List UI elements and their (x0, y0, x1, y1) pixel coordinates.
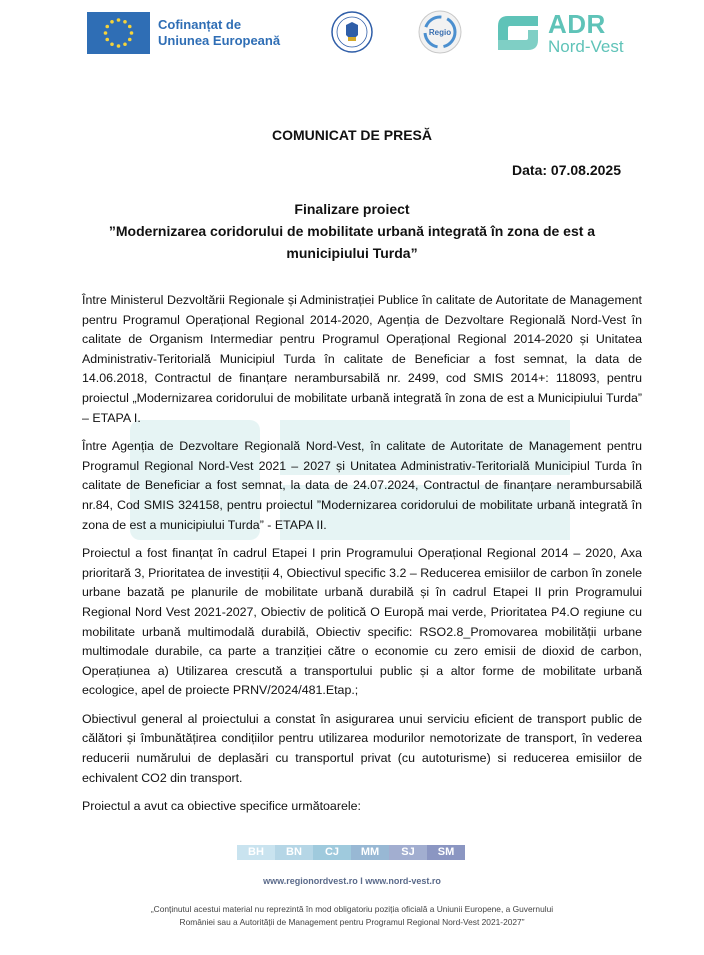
eu-star (128, 38, 132, 42)
eu-flag-icon (87, 12, 150, 54)
eu-logo (87, 12, 280, 54)
project-title-line1: Finalizare proiect (294, 201, 410, 217)
paragraph: Între Agenția de Dezvoltare Regională Nord-Vest, în calitate de Autoritate de Management pentru Programul Regional Nord-Vest 2021 – 2027 și Unitatea Administrativ-Teritorială Municipiul Turda în calitate de Beneficiar a fost semnat, la data de 24.07.2024, Contractul de finanțare nerambursabilă nr.84, Cod SMIS 324158, pentru proiectul ”Modernizarea coridorului de mobilitate urbană integrată în zona de est a municipiului Turda” - ETAPA II. (82, 439, 642, 532)
footer-website-links[interactable]: www.regionordvest.ro I www.nord-vest.ro (263, 876, 441, 886)
project-title-line2: ”Modernizarea coridorului de mobilitate urbană integrată în zona de est a (108, 223, 596, 239)
county-tab-bn: BN (275, 845, 313, 860)
county-tab-sj: SJ (389, 845, 427, 860)
eu-logo-text-line1: Cofinanțat de (158, 17, 242, 32)
adr-logo-text-line2: Nord-Vest (548, 37, 624, 56)
eu-star (104, 31, 108, 35)
eu-star (105, 38, 109, 42)
county-tab-cj: CJ (313, 845, 351, 860)
eu-star (110, 42, 114, 46)
county-bar (237, 845, 465, 860)
press-release-title: COMUNICAT DE PRESĂ (272, 127, 432, 143)
paragraph: Obiectivul general al proiectului a constat în asigurarea unui serviciu eficient de transport public de călători și îmbunătățirea condițiilor pentru utilizarea modurilor nemotorizate de transport, în vederea reducerii numărului de deplasări cu transportul privat (cu autoturisme) si reducerea emisiilor de echivalent CO2 din transport. (82, 711, 642, 785)
disclaimer-line1: „Conținutul acestui material nu reprezintă în mod obligatoriu poziția oficială a Uniunii Europene, a Guvernului (150, 904, 554, 914)
eu-star (123, 42, 127, 46)
county-tab-sm: SM (427, 845, 465, 860)
footer-disclaimer (100, 903, 604, 929)
release-date: Data: 07.08.2025 (512, 162, 621, 178)
eu-star (128, 25, 132, 29)
regio-logo (417, 9, 463, 55)
adr-nord-vest-logo (494, 11, 624, 55)
project-title-line3: municipiului Turda” (286, 245, 418, 261)
regio-logo-text: Regio (428, 28, 452, 37)
adr-mark-icon (494, 12, 542, 54)
eu-star (130, 31, 134, 35)
adr-logo-text-line1: ADR (548, 9, 606, 39)
eu-star (117, 44, 121, 48)
eu-logo-text-line2: Uniunea Europeană (158, 33, 281, 48)
paragraph: Proiectul a avut ca obiective specifice următoarele: (82, 799, 361, 814)
county-tab-mm: MM (351, 845, 389, 860)
eu-star (105, 25, 109, 29)
eu-star (123, 20, 127, 24)
paragraph: Proiectul a fost finanțat în cadrul Etapei I prin Programului Operațional Regional 2014 – 2020, Axa prioritară 3, Prioritatea de investiții 4, Obiectivul specific 3.2 – Reducerea emisiilor de carbon în zonele urbane bazată pe planurile de mobilitate urbană durabilă și în cadrul Etapei II prin Programului Regional Nord Vest 2021-2027, Obiectiv de politică O Europă mai verde, Prioritatea P4.O regiune cu mobilitate urbană multimodală durabilă, Obiectiv specific: RSO2.8_Promovarea mobilității urbane multimodale durabile, ca parte a tranziției către o economie cu zero emisii de dioxid de carbon, Operațiunea a) Utilizarea crescută a transportului public și a altor forme de mobilitate urbană ecologice, apel de proiecte PRNV/2024/481.Etap.; (82, 546, 642, 698)
header-logos (0, 0, 704, 70)
paragraph: Între Ministerul Dezvoltării Regionale și Administrației Publice în calitate de Autoritate de Management pentru Programul Operațional Regional 2014-2020, Agenția de Dezvoltare Regională Nord-Vest în calitate de Organism Intermediar pentru Programul Operațional Regional 2014-2020 și Unitatea Administrativ-Teritorială Municipiul Turda în calitate de Beneficiar a fost semnat, la data de 14.06.2018, Contractul de finanțare nerambursabilă nr. 2499, cod SMIS 2014+: 118093, pentru proiectul „Modernizarea coridorului de mobilitate urbană integrată în zona de est a Municipiului Turda” – ETAPA I. (82, 293, 642, 425)
body-text (82, 291, 642, 826)
disclaimer-line2: României sau a Autorității de Management pentru Programul Regional Nord-Vest 2021-2027” (179, 917, 525, 927)
county-tab-bh: BH (237, 845, 275, 860)
romanian-government-seal-icon (331, 11, 373, 53)
project-title (0, 198, 704, 264)
eu-star (117, 18, 121, 22)
eu-star (110, 20, 114, 24)
